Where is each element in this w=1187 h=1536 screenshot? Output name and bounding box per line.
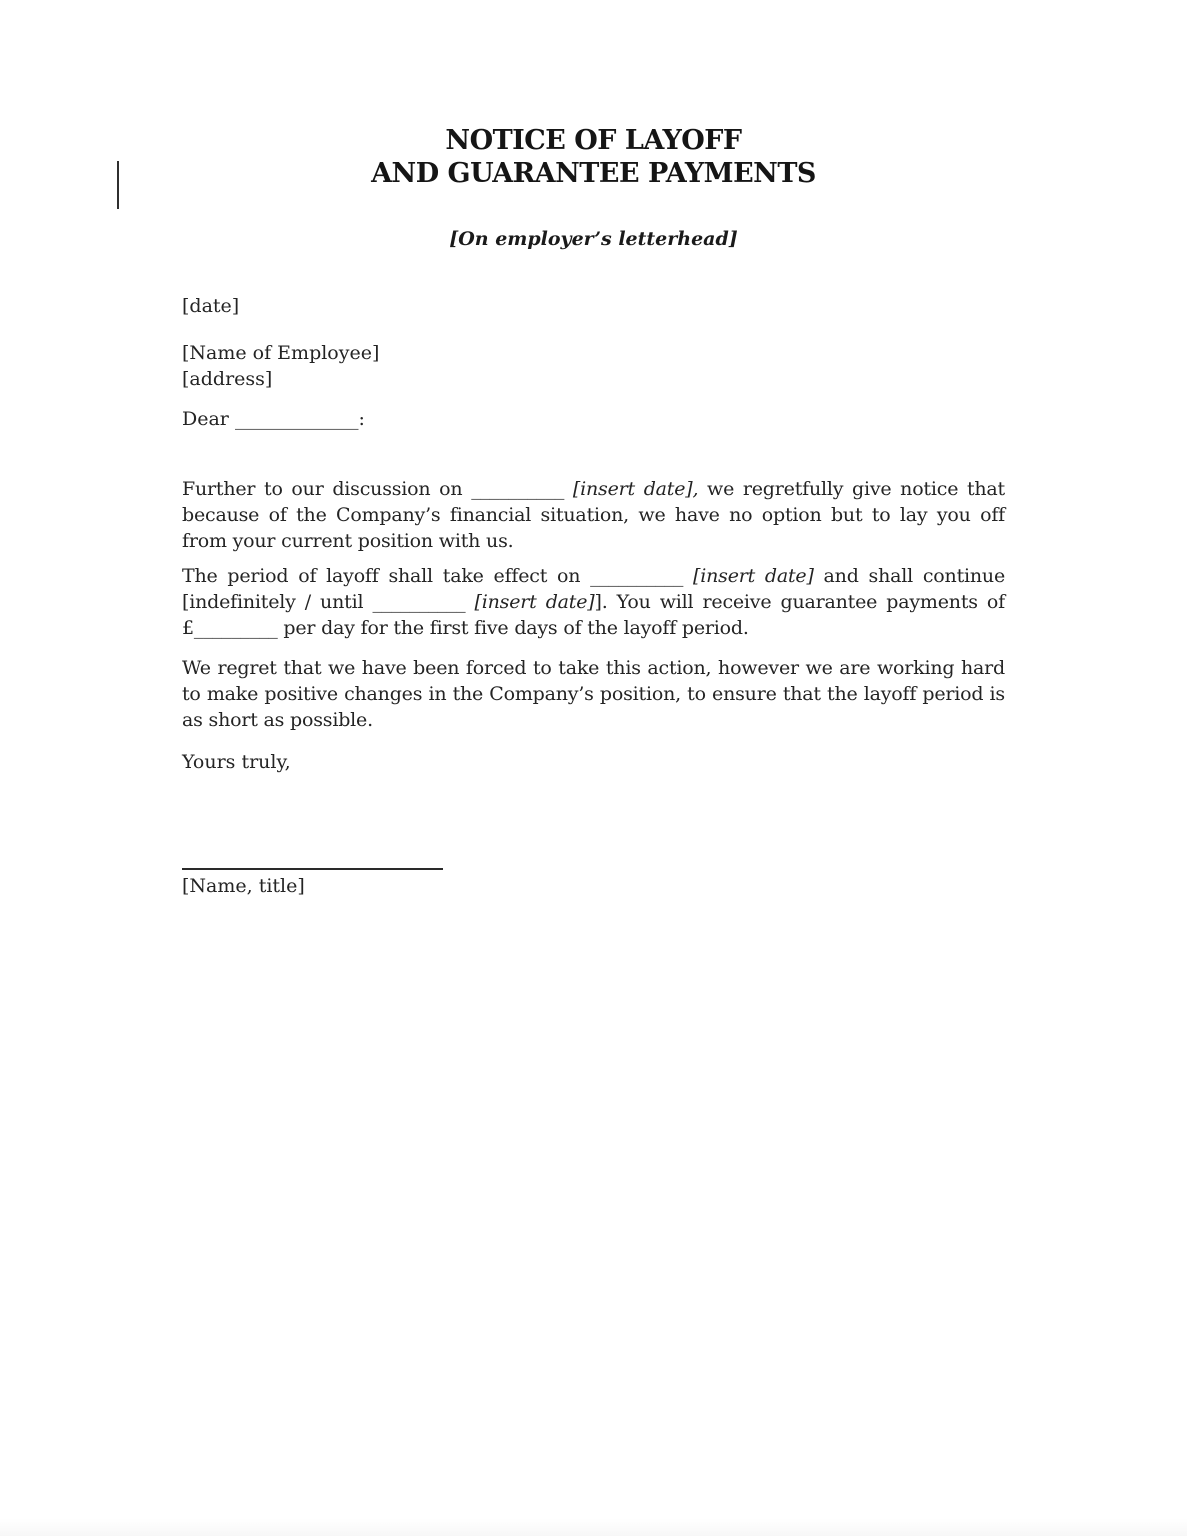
letter-content bbox=[182, 0, 1005, 1536]
paragraph-2 bbox=[182, 563, 1005, 641]
closing: Yours truly, bbox=[182, 751, 291, 773]
recipient-address: [address] bbox=[182, 368, 273, 390]
signature-line bbox=[182, 868, 443, 870]
recipient-name: [Name of Employee] bbox=[182, 342, 380, 364]
document-title bbox=[182, 124, 1005, 190]
paragraph-2-blank-1: __________ bbox=[590, 565, 694, 587]
paragraph-1-text-cont: we regretfully give notice that because of the Company’s financial situation, we have no option but to lay you off from your current position with us. bbox=[182, 478, 1005, 552]
paragraph-1 bbox=[182, 476, 1005, 554]
recipient-block bbox=[182, 340, 1005, 392]
salutation bbox=[182, 406, 1005, 432]
revision-mark bbox=[117, 161, 119, 209]
paragraph-2-text: The period of layoff shall take effect on bbox=[182, 565, 591, 587]
paragraph-1-text: Further to our discussion on bbox=[182, 478, 472, 500]
paragraph-2-insert-date-1: [insert date] bbox=[693, 565, 814, 587]
paragraph-2-blank-2: __________ bbox=[372, 591, 475, 613]
salutation-blank: _____________ bbox=[234, 408, 359, 430]
paragraph-3 bbox=[182, 655, 1005, 733]
salutation-prefix: Dear bbox=[182, 408, 235, 430]
document-title-line1: NOTICE OF LAYOFF bbox=[445, 125, 742, 156]
paragraph-3-text: We regret that we have been forced to take this action, however we are working hard to make positive changes in the Company’s position, to ensure that the layoff period is as short as possible. bbox=[182, 657, 1005, 731]
signature-block bbox=[182, 868, 1005, 899]
letterhead-note: [On employer’s letterhead] bbox=[449, 228, 738, 250]
paragraph-2-text-cont: and shall continue [indefinitely / until bbox=[182, 565, 1006, 613]
date-placeholder: [date] bbox=[182, 295, 240, 317]
salutation-colon: : bbox=[358, 408, 365, 430]
paragraph-1-insert-date: [insert date], bbox=[572, 478, 699, 500]
scan-noise-strip bbox=[0, 1518, 1187, 1536]
signature-label: [Name, title] bbox=[182, 875, 305, 897]
paragraph-2-insert-date-2: [insert date] bbox=[474, 591, 595, 613]
paragraph-1-blank: __________ bbox=[471, 478, 573, 500]
paragraph-2-text-end: ]. You will receive guarantee payments of £_________ per day for the first five days of the layoff period. bbox=[182, 591, 1005, 639]
document-title-line2: AND GUARANTEE PAYMENTS bbox=[371, 158, 816, 189]
